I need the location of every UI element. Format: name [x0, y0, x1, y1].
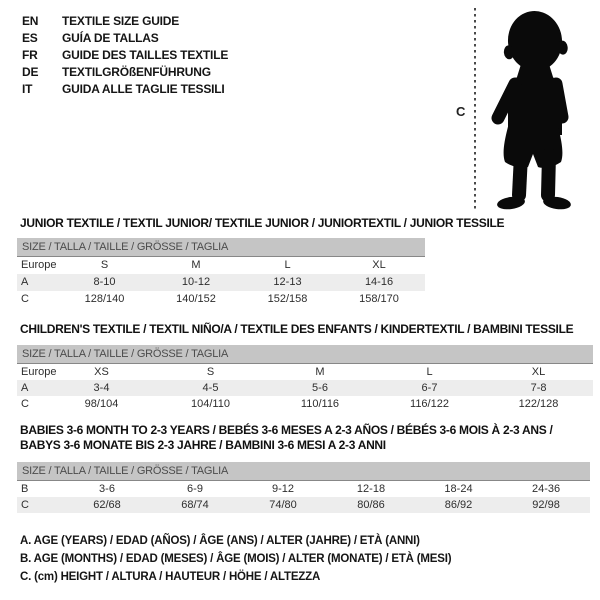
size-cell: M [191, 259, 201, 271]
size-cell: 24-36 [531, 483, 561, 495]
table-row [17, 481, 590, 498]
size-cell: 80/86 [327, 497, 415, 513]
size-cell: 12-13 [242, 274, 333, 291]
row-label: A [17, 380, 47, 396]
table-row [17, 497, 590, 513]
size-cell: 122/128 [518, 398, 559, 410]
size-cell: 116/122 [410, 398, 449, 410]
size-cell: L [426, 366, 433, 378]
guide-title: TEXTILGRÖßENFÜHRUNG [62, 65, 211, 79]
size-cell: L [284, 259, 291, 271]
size-cell: S [206, 366, 215, 378]
row-label: A [17, 274, 59, 291]
size-cell: 110/116 [300, 398, 340, 410]
size-cell: M [315, 366, 325, 378]
guide-title: GUIDA ALLE TAGLIE TESSILI [62, 82, 225, 96]
height-dashed-line-icon [473, 8, 477, 212]
size-cell: 9-12 [271, 483, 295, 495]
guide-title: TEXTILE SIZE GUIDE [62, 14, 180, 28]
size-cell: 14-16 [333, 274, 425, 291]
size-cell: 98/104 [84, 398, 119, 410]
language-code: DE [22, 65, 39, 79]
row-label: C [21, 293, 29, 305]
language-code: FR [22, 48, 38, 62]
legend-line-a: A. AGE (YEARS) / EDAD (AÑOS) / ÂGE (ANS) / ALTER (JAHRE) / ETÀ (ANNI) [20, 535, 420, 547]
junior-table-title: JUNIOR TEXTILE / TEXTIL JUNIOR/ TEXTILE JUNIOR / JUNIORTEXTIL / JUNIOR TESSILE [20, 216, 505, 230]
language-row [22, 30, 228, 47]
height-measure-label: C [456, 104, 466, 119]
size-cell: 86/92 [415, 497, 502, 513]
guide-title: GUÍA DE TALLAS [62, 31, 159, 45]
language-row [22, 13, 228, 30]
language-title-list [22, 13, 228, 98]
language-row [22, 47, 228, 64]
babies-size-table [17, 462, 590, 513]
baby-silhouette-icon [478, 5, 593, 215]
size-cell: 4-5 [156, 380, 265, 396]
table-row [17, 380, 593, 396]
row-label: B [21, 483, 29, 495]
size-cell: 92/98 [502, 497, 590, 513]
size-cell: 158/170 [359, 293, 399, 305]
size-cell: XL [372, 259, 386, 271]
size-cell: 7-8 [484, 380, 593, 396]
size-cell: 74/80 [239, 497, 327, 513]
size-header-bar: SIZE / TALLA / TAILLE / GRÖSSE / TAGLIA [17, 345, 593, 364]
junior-size-table [17, 238, 425, 308]
table-row [17, 257, 425, 275]
table-row [17, 274, 425, 291]
size-cell: 62/68 [63, 497, 151, 513]
language-row [22, 64, 228, 81]
size-cell: S [100, 259, 109, 271]
size-cell: 3-6 [99, 483, 115, 495]
size-cell: 3-4 [47, 380, 156, 396]
guide-title: GUIDE DES TAILLES TEXTILE [62, 48, 229, 62]
row-label: C [21, 398, 29, 410]
language-code: ES [22, 31, 38, 45]
size-cell: 6-9 [187, 483, 203, 495]
babies-table-title-line1: BABIES 3-6 MONTH TO 2-3 YEARS / BEBÉS 3-6 MESES A 2-3 AÑOS / BÉBÉS 3-6 MOIS À 2-3 ANS / [20, 423, 553, 437]
size-cell: 6-7 [375, 380, 484, 396]
legend-line-b: B. AGE (MONTHS) / EDAD (MESES) / ÂGE (MOIS) / ALTER (MONATE) / ETÀ (MESI) [20, 553, 452, 565]
children-size-table [17, 345, 593, 412]
size-cell: 10-12 [150, 274, 242, 291]
size-header-bar: SIZE / TALLA / TAILLE / GRÖSSE / TAGLIA [17, 462, 590, 481]
size-cell: XS [94, 366, 109, 378]
size-header-bar: SIZE / TALLA / TAILLE / GRÖSSE / TAGLIA [17, 238, 425, 257]
language-code: IT [22, 82, 33, 96]
row-label: Europe [21, 259, 57, 271]
size-cell: 152/158 [267, 293, 308, 305]
measurement-legend [20, 532, 451, 586]
row-label: Europe [21, 366, 57, 378]
size-cell: 140/152 [176, 293, 216, 305]
size-cell: 8-10 [59, 274, 150, 291]
babies-table-title-line2: BABYS 3-6 MONATE BIS 2-3 JAHRE / BAMBINI 3-6 MESI A 2-3 ANNI [20, 438, 386, 452]
size-cell: 104/110 [191, 398, 230, 410]
language-code: EN [22, 14, 39, 28]
size-cell: 18-24 [444, 483, 473, 495]
size-cell: 68/74 [151, 497, 239, 513]
language-row [22, 81, 228, 98]
children-table-title: CHILDREN'S TEXTILE / TEXTIL NIÑO/A / TEXTILE DES ENFANTS / KINDERTEXTIL / BAMBINI TESSILE [20, 322, 574, 336]
size-cell: 5-6 [265, 380, 375, 396]
legend-line-c: C. (cm) HEIGHT / ALTURA / HAUTEUR / HÖHE / ALTEZZA [20, 571, 321, 583]
row-label: C [17, 497, 63, 513]
table-row [17, 364, 593, 381]
size-cell: XL [531, 366, 546, 378]
size-cell: 12-18 [356, 483, 386, 495]
size-cell: 128/140 [84, 293, 125, 305]
table-row [17, 396, 593, 412]
table-row [17, 291, 425, 308]
